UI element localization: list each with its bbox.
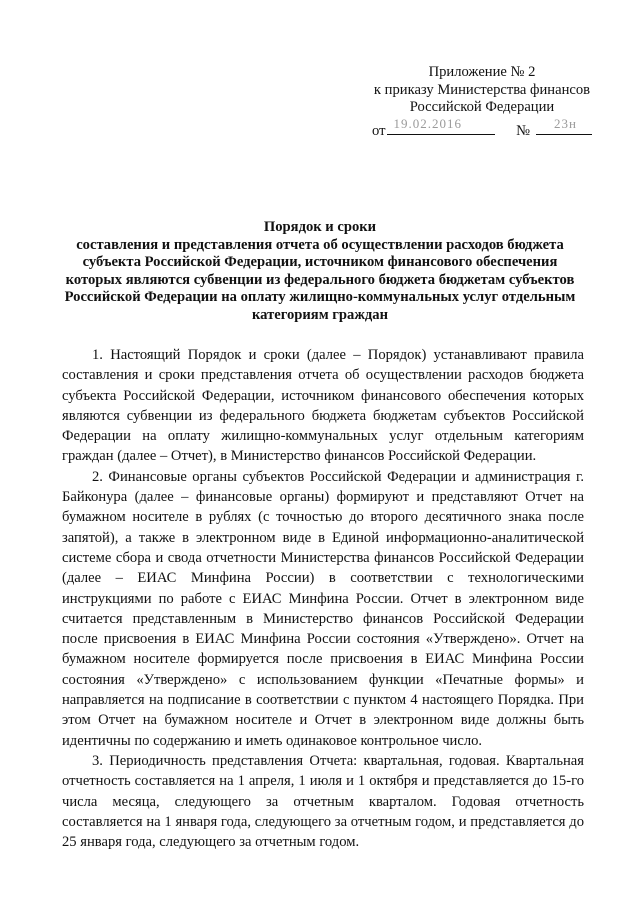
paragraph-1: 1. Настоящий Порядок и сроки (далее – Порядок) устанавливают правила составления и сроки представления отчета об осуществлении расходов бюджета субъекта Российской Федерации, источником финансового обеспечения которых являются субвенции из федерального бюджета бюджетам субъектов Российской Федерации на оплату жилищно-коммунальных услуг отдельным категориям граждан (далее – Отчет), в Министерство финансов Российской Федерации. [62, 347, 584, 465]
title-line: Российской Федерации на оплату жилищно-коммунальных услуг отдельным [64, 289, 576, 306]
number-field [536, 118, 592, 135]
document-title [60, 219, 580, 325]
appendix-header [372, 64, 592, 140]
appendix-ministry: Российской Федерации [409, 99, 555, 115]
title-line: составления и представления отчета об осуществлении расходов бюджета [76, 236, 564, 253]
appendix-order-ref: к приказу Министерства финансов [373, 81, 591, 98]
title-line: субъекта Российской Федерации, источником финансового обеспечения [82, 254, 558, 271]
appendix-date-line [372, 118, 592, 141]
title-line: Порядок и сроки [263, 219, 377, 235]
from-label: от [372, 122, 386, 139]
paragraph-3: 3. Периодичность представления Отчета: квартальная, годовая. Квартальная отчетность составляется на 1 апреля, 1 июля и 1 октября и представляется до 15-го числа месяца, следующего за отчетным кварталом. Годовая отчетность составляется на 1 января года, следующего за отчетным годом, и представляется до 25 января года, следующего за отчетным годом. [62, 752, 584, 851]
date-field [387, 118, 495, 135]
number-value: 23н [554, 116, 577, 131]
number-label: № [516, 122, 530, 139]
title-line: категориям граждан [251, 306, 389, 323]
document-body [62, 345, 584, 852]
appendix-number: Приложение № 2 [428, 64, 536, 80]
date-value: 19.02.2016 [393, 116, 462, 131]
paragraph-2: 2. Финансовые органы субъектов Российской Федерации и администрация г. Байконура (далее – финансовые органы) формируют и представляют Отчет на бумажном носителе в рублях (с точностью до второго десятичного знака после запятой), а также в электронном виде в Единой информационно-аналитической системе сбора и свода отчетности Министерства финансов Российской Федерации (далее – ЕИАС Минфина России) в соответствии с технологическими инструкциями по работе с ЕИАС Минфина России. Отчет в электронном виде считается представленным в Министерство финансов Российской Федерации после присвоения в ЕИАС Минфина России состояния «Утверждено». Отчет на бумажном носителе формируется после присвоения в ЕИАС Минфина России состояния «Утверждено» с использованием функции «Печатные формы» и направляется на подписание в соответствии с пунктом 4 настоящего Порядка. При этом Отчет на бумажном носителе и Отчет в электронном виде должны быть идентичны по содержанию и иметь одинаковое контрольное число. [62, 468, 584, 749]
title-line: которых являются субвенции из федерального бюджета бюджетам субъектов [65, 271, 575, 288]
